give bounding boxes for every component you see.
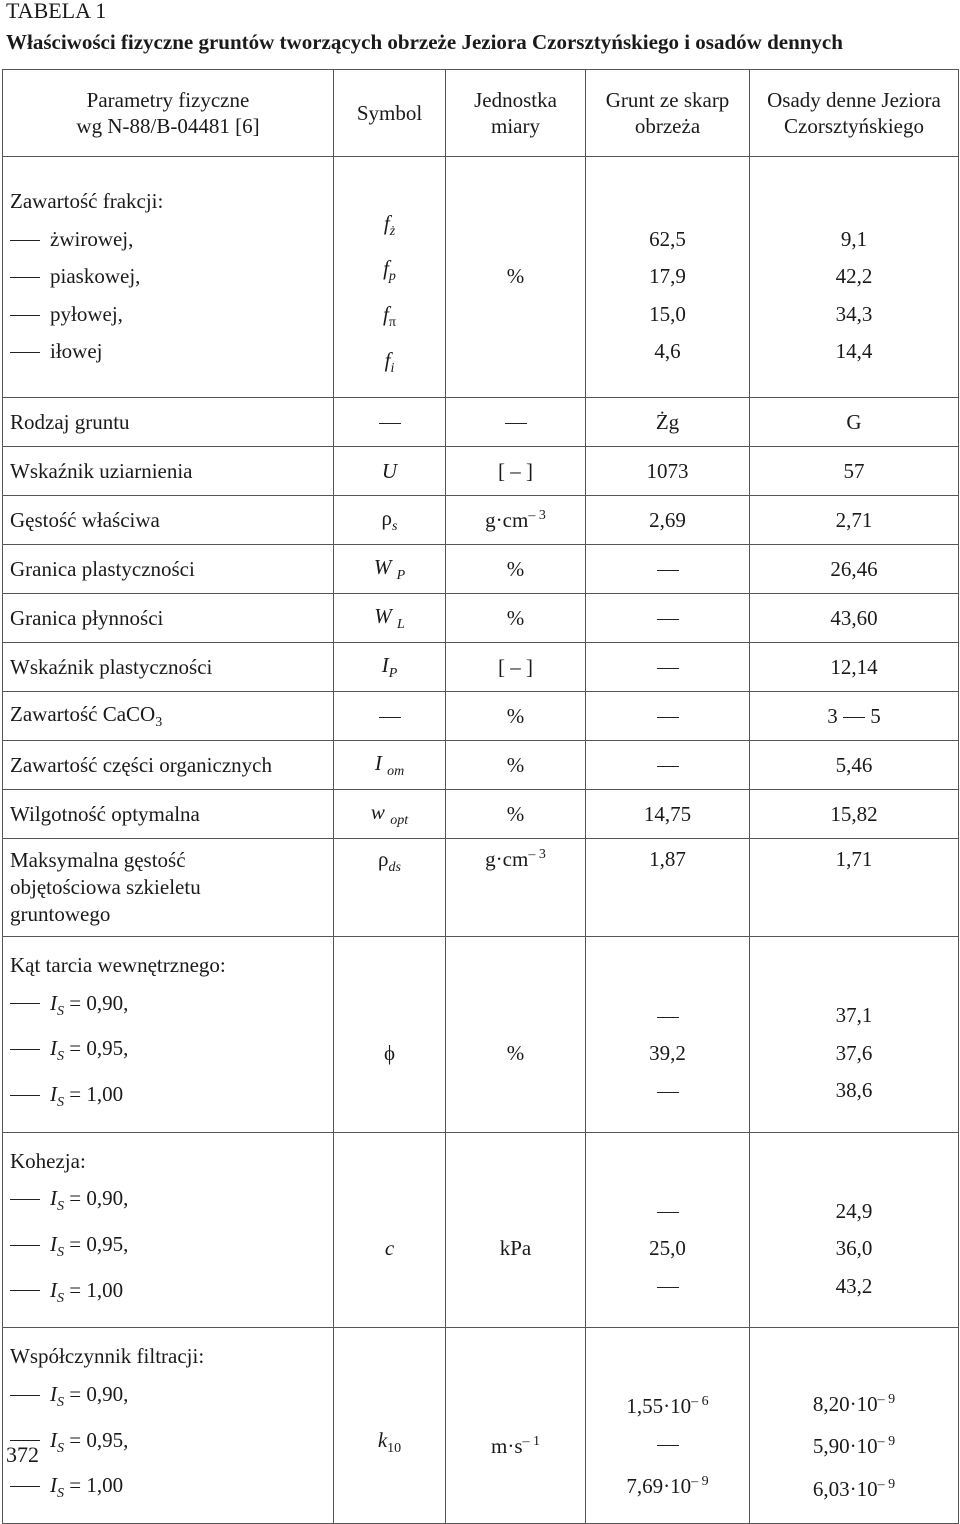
table-row bbox=[3, 157, 959, 398]
row-label: Rodzaj gruntu bbox=[3, 398, 334, 447]
dash-mark bbox=[379, 423, 401, 424]
header-sediment: Osady denne Jeziora Czorsztyńskiego bbox=[750, 70, 959, 157]
friction-labels: Kąt tarcia wewnętrznego: $I_S = 0,90$, $I_S = 0,95$, $I_S = 1,00$ bbox=[3, 937, 334, 1133]
dash-mark bbox=[657, 570, 679, 571]
dash-mark bbox=[10, 1395, 40, 1396]
dash-mark bbox=[10, 1049, 40, 1050]
fractions-unit: % bbox=[446, 157, 586, 398]
dash-mark bbox=[657, 619, 679, 620]
dash-mark bbox=[10, 1095, 40, 1096]
row-label: Wskaźnik uziarnienia bbox=[3, 447, 334, 496]
dash-mark bbox=[657, 1092, 679, 1093]
cohesion-labels: Kohezja: $I_S = 0,90$, $I_S = 0,95$, $I_S = 1,00$ bbox=[3, 1132, 334, 1328]
header-soil: Grunt ze skarp obrzeża bbox=[586, 70, 750, 157]
row-label: Granica płynności bbox=[3, 594, 334, 643]
dash-mark bbox=[379, 717, 401, 718]
header-unit: Jednostka miary bbox=[446, 70, 586, 157]
filtration-labels: Współczynnik filtracji: $I_S = 0,90$, $I_S = 0,95$, $I_S = 1,00$ bbox=[3, 1328, 334, 1524]
table-row: Zawartość CaCO$_3$ % 3 5 bbox=[3, 692, 959, 741]
table-row: Rodzaj gruntu Żg G bbox=[3, 398, 959, 447]
dash-mark bbox=[505, 423, 527, 424]
row-label: Zawartość CaCO$_3$ bbox=[3, 692, 334, 741]
dash-mark bbox=[10, 1003, 40, 1004]
table-row: Kohezja: $I_S = 0,90$, $I_S = 0,95$, $I_S = 1,00$ c kPa 25,0 24,9 36,0 43,2 bbox=[3, 1132, 959, 1328]
dash-mark bbox=[10, 240, 40, 241]
row-label: Granica plastyczności bbox=[3, 545, 334, 594]
table-label: TABELA 1 bbox=[6, 0, 107, 23]
properties-table bbox=[2, 69, 959, 1524]
dash-mark bbox=[657, 1445, 679, 1446]
row-label: Gęstość właściwa bbox=[3, 496, 334, 545]
fractions-labels: Zawartość frakcji: żwirowej, piaskowej, pyłowej, iłowej bbox=[3, 157, 334, 398]
fractions-sediment: 9,1 42,2 34,3 14,4 bbox=[750, 157, 959, 398]
dash-mark bbox=[10, 315, 40, 316]
dash-mark bbox=[843, 717, 865, 718]
fractions-symbols: $f_ż$ $f_p$ $f_\pi$ $f_i$ bbox=[334, 157, 446, 398]
table-row: Granica plastyczności W $_P$ % 26,46 bbox=[3, 545, 959, 594]
table-row: Gęstość właściwa $\rho_s$ $g\cdot cm^{- 3}$ 2,69 2,71 bbox=[3, 496, 959, 545]
dash-mark bbox=[657, 717, 679, 718]
table-row: Maksymalna gęstość objętościowa szkieletu gruntowego $\rho_{ds}$ $g\cdot cm^{- 3}$ 1,87 1,71 bbox=[3, 839, 959, 937]
table-row: Granica płynności W $_L$ % 43,60 bbox=[3, 594, 959, 643]
row-label: Wskaźnik plastyczności bbox=[3, 643, 334, 692]
page-number: 372 bbox=[6, 1442, 39, 1467]
dash-mark bbox=[657, 1212, 679, 1213]
table-row: Wskaźnik plastyczności $I_P$ [ – ] 12,14 bbox=[3, 643, 959, 692]
dash-mark bbox=[10, 1486, 40, 1487]
table-row: Wskaźnik uziarnienia U [ – ] 1073 57 bbox=[3, 447, 959, 496]
fractions-soil: 62,5 17,9 15,0 4,6 bbox=[586, 157, 750, 398]
dash-mark bbox=[10, 1245, 40, 1246]
row-label: Zawartość części organicznych bbox=[3, 741, 334, 790]
row-label: Maksymalna gęstość objętościowa szkieletu gruntowego bbox=[3, 839, 334, 937]
row-label: Wilgotność optymalna bbox=[3, 790, 334, 839]
header-row bbox=[3, 70, 959, 157]
table-row: Wilgotność optymalna w $_{opt}$ % 14,75 15,82 bbox=[3, 790, 959, 839]
dash-mark bbox=[10, 277, 40, 278]
dash-mark bbox=[657, 1287, 679, 1288]
table-row: Współczynnik filtracji: $I_S = 0,90$, $I_S = 0,95$, $I_S = 1,00$ $k_{10}$ $m\cdot s^{- 1}$ $1,55\cdot 10^{- 6}$ $7,69\cdot 10^{- 9}$ $8,20\cdot 10^{- 9}$ $5,90\cdot 10^{- 9}$ $6,03\cdot 10^{- 9}$ bbox=[3, 1328, 959, 1524]
dash-mark bbox=[10, 352, 40, 353]
dash-mark bbox=[657, 668, 679, 669]
dash-mark bbox=[10, 1199, 40, 1200]
dash-mark bbox=[10, 1290, 40, 1291]
dash-mark bbox=[657, 766, 679, 767]
header-symbol: Symbol bbox=[334, 70, 446, 157]
table-title: Właściwości fizyczne gruntów tworzących obrzeże Jeziora Czorsztyńskiego i osadów dennych bbox=[6, 30, 843, 54]
header-parameters: Parametry fizyczne wg N-88/B-04481 [6] bbox=[3, 70, 334, 157]
dash-mark bbox=[657, 1017, 679, 1018]
table-row: Zawartość części organicznych I $_{om}$ % 5,46 bbox=[3, 741, 959, 790]
table-row: Kąt tarcia wewnętrznego: $I_S = 0,90$, $I_S = 0,95$, $I_S = 1,00$ ϕ % 39,2 37,1 37,6 38,6 bbox=[3, 937, 959, 1133]
